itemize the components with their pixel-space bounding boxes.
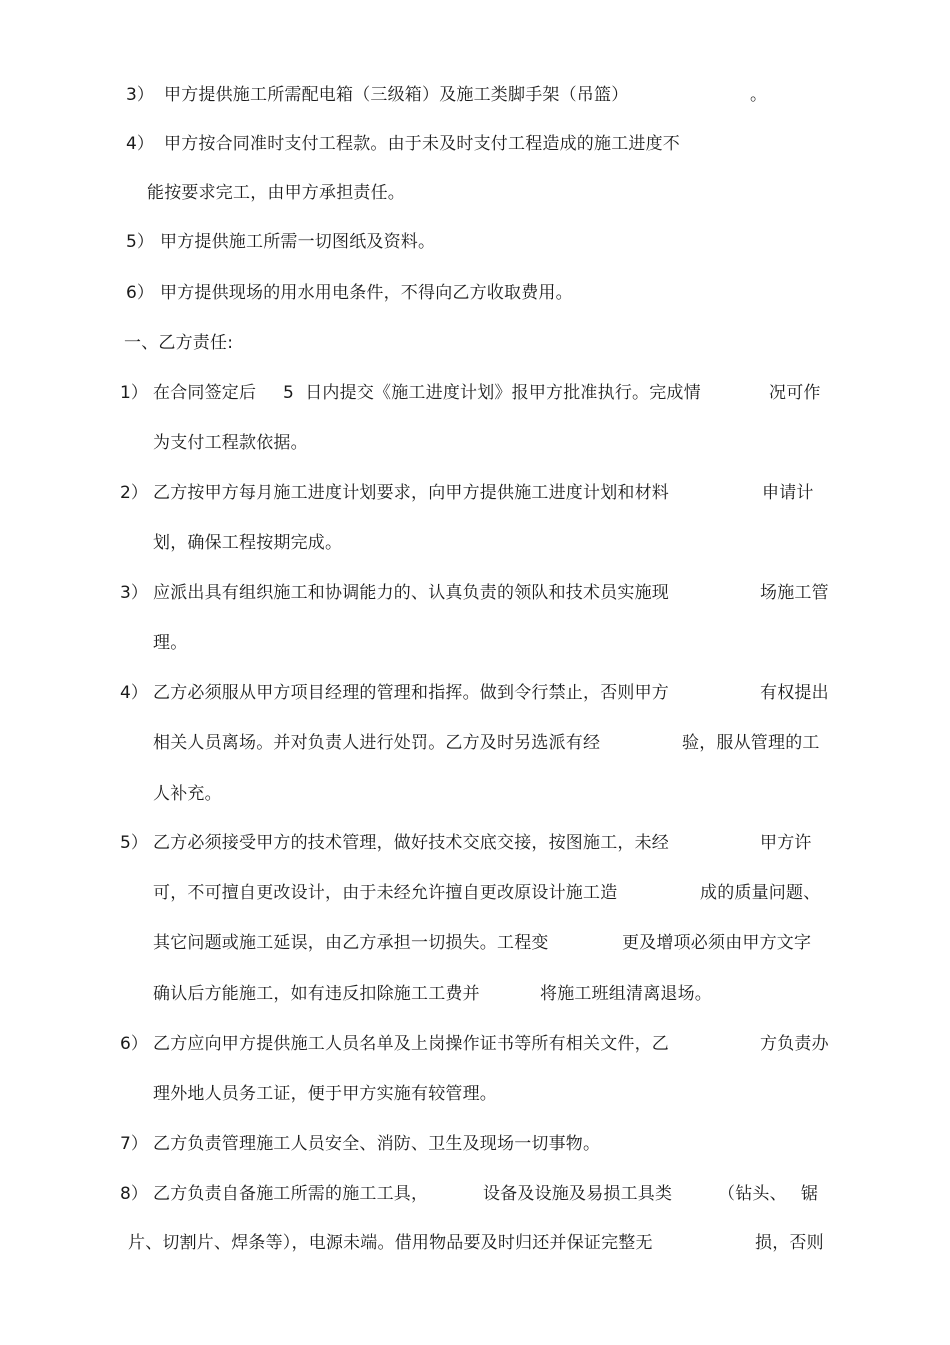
clause-text-mid: （钻头、 (718, 1184, 787, 1204)
clause-text-tail: 更及增项必须由甲方文字 (622, 933, 812, 953)
clause-text-tail: 。 (750, 85, 768, 105)
clause-text: 可，不可擅自更改设计，由于未经允许擅自更改原设计施工造 (153, 883, 618, 903)
clause-text: 乙方必须接受甲方的技术管理，做好技术交底交接，按图施工，未经 (153, 833, 669, 853)
clause-text: 理。 (153, 633, 188, 653)
item-number: 3） (126, 85, 154, 105)
section-heading: 一、乙方责任: (124, 333, 234, 353)
clause-text: 乙方应向甲方提供施工人员名单及上岗操作证书等所有相关文件，乙 (153, 1034, 669, 1054)
clause-text: 为支付工程款依据。 (153, 433, 308, 453)
clause-text-mid: 设备及设施及易损工具类 (483, 1184, 673, 1204)
item-number: 4） (126, 134, 154, 154)
clause-text: 应派出具有组织施工和协调能力的、认真负责的领队和技术员实施现 (153, 583, 669, 603)
clause-text: 划，确保工程按期完成。 (153, 533, 343, 553)
clause-text-tail: 甲方许 (760, 833, 812, 853)
clause-text-mid: 5 日内提交《施工进度计划》报甲方批准执行。完成情 (283, 383, 701, 403)
item-number: 3） (120, 583, 148, 603)
clause-text: 乙方负责自备施工所需的施工工具， (153, 1184, 429, 1204)
item-number: 6） (126, 283, 154, 303)
clause-text-tail: 成的质量问题、 (700, 883, 821, 903)
clause-text-tail: 损，否则 (755, 1233, 824, 1253)
clause-text: 甲方提供施工所需配电箱（三级箱）及施工类脚手架（吊篮） (164, 85, 629, 105)
clause-text: 在合同签定后 (153, 383, 257, 403)
item-number: 5） (126, 232, 154, 252)
clause-text-tail: 将施工班组清离退场。 (540, 984, 712, 1004)
clause-text: 片、切割片、焊条等），电源未端。借用物品要及时归还并保证完整无 (128, 1233, 653, 1253)
clause-text-tail: 有权提出 (760, 683, 829, 703)
clause-text-tail: 申请计 (762, 483, 814, 503)
clause-text-tail: 方负责办 (760, 1034, 829, 1054)
clause-text-tail: 场施工管 (760, 583, 829, 603)
item-number: 1） (120, 383, 148, 403)
item-number: 2） (120, 483, 148, 503)
clause-text: 甲方提供现场的用水用电条件，不得向乙方收取费用。 (160, 283, 573, 303)
item-number: 7） (120, 1134, 148, 1154)
clause-text: 乙方必须服从甲方项目经理的管理和指挥。做到令行禁止，否则甲方 (153, 683, 669, 703)
clause-text: 甲方按合同准时支付工程款。由于未及时支付工程造成的施工进度不 (164, 134, 680, 154)
clause-text: 人补充。 (153, 784, 222, 804)
clause-text-tail: 锯 (801, 1184, 819, 1204)
clause-text: 乙方负责管理施工人员安全、消防、卫生及现场一切事物。 (153, 1134, 601, 1154)
clause-text: 确认后方能施工，如有违反扣除施工工费并 (153, 984, 480, 1004)
item-number: 5） (120, 833, 148, 853)
clause-text-tail: 验，服从管理的工 (682, 733, 820, 753)
item-number: 8） (120, 1184, 148, 1204)
item-number: 4） (120, 683, 148, 703)
clause-text: 其它问题或施工延误，由乙方承担一切损失。工程变 (153, 933, 549, 953)
clause-text-tail: 况可作 (769, 383, 821, 403)
item-number: 6） (120, 1034, 148, 1054)
clause-text: 乙方按甲方每月施工进度计划要求，向甲方提供施工进度计划和材料 (153, 483, 669, 503)
clause-text: 甲方提供施工所需一切图纸及资料。 (160, 232, 436, 252)
clause-text: 相关人员离场。并对负责人进行处罚。乙方及时另选派有经 (153, 733, 601, 753)
clause-text: 理外地人员务工证，便于甲方实施有较管理。 (153, 1084, 497, 1104)
clause-text: 能按要求完工，由甲方承担责任。 (147, 183, 405, 203)
